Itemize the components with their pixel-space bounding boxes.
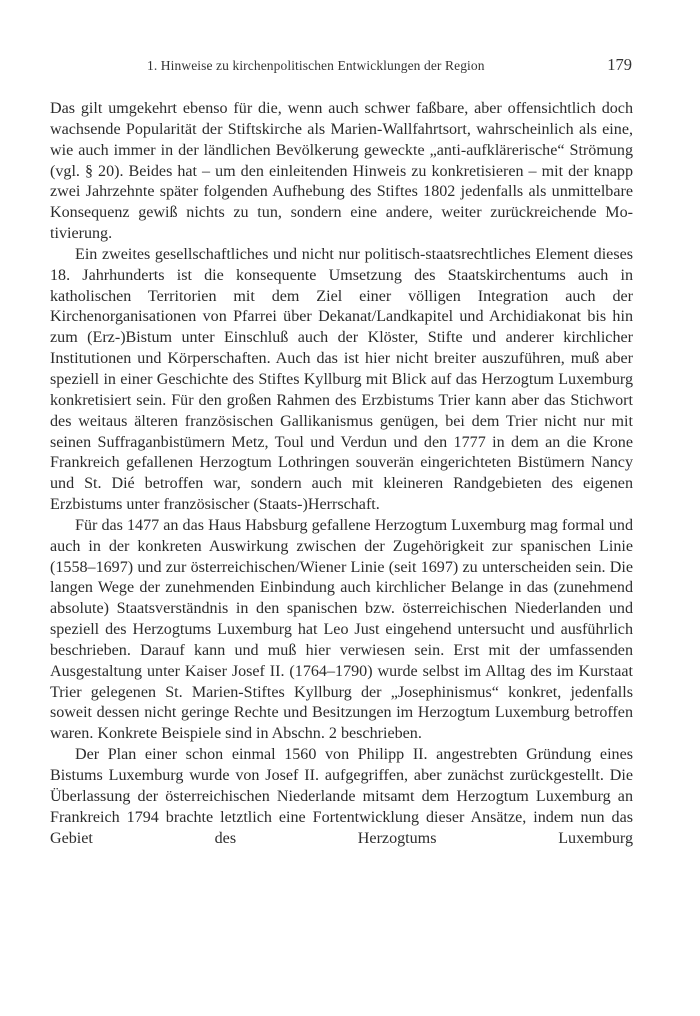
page-number: 179 — [607, 55, 632, 74]
running-title: 1. Hinweise zu kirchenpolitischen Entwicklungen der Region — [147, 58, 485, 73]
paragraph: Der Plan einer schon einmal 1560 von Philipp II. angestrebten Gründung eines Bistums Luxemburg wurde von Josef II. aufgegriffen, aber zunächst zurückgestellt. Die Überlassung der österreichischen Niederlande mitsamt dem Herzogtum Luxemburg an Frankreich 1794 brachte letztlich eine Fortentwicklung dieser Ansätze, indem nun das Gebiet des Herzogtums Luxemburg — [50, 746, 633, 847]
paragraph: Für das 1477 an das Haus Habsburg gefallene Herzogtum Luxemburg mag formal und auch in der konkreten Auswirkung zwischen der Zugehörigkeit zur spanischen Linie (1558–1697) und zur österreichischen/Wiener Linie (seit 1697) zu unterscheiden sein. Die langen Wege der zunehmenden Einbindung auch kirchlicher Belange in das (zunehmend absolute) Staatsverständnis in den spanischen bzw. österreichischen Niederlanden und speziell des Herzogtums Luxemburg hat Leo Just eingehend untersucht und ausführlich beschrieben. Darauf kann und muß hier verwiesen sein. Erst mit der umfassenden Ausgestaltung unter Kaiser Josef II. (1764–1790) wurde selbst im Alltag des im Kurstaat Trier gelegenen St. Marien-Stiftes Kyllburg der „Josephinismus“ konkret, jedenfalls soweit dessen nicht geringe Rechte und Besitzungen im Herzogtum Luxemburg betroffen waren. Konkrete Beispiele sind in Abschn. 2 beschrieben. — [50, 516, 633, 743]
body-text — [50, 99, 633, 849]
paragraph: Ein zweites gesellschaftliches und nicht nur politisch-staatsrechtliches Element dieses 18. Jahrhunderts ist die konsequente Umsetzung des Staatskirchentums auch in katholischen Territorien mit dem Ziel einer völligen Integration auch der Kirchenorganisationen von Pfarrei über Dekanat/Landkapitel und Archidiakonat bis hin zum (Erz-)Bistum unter Einschluß auch der Klöster, Stifte und anderer kirchlicher Institutionen und Körperschaften. Auch das ist hier nicht breiter auszuführen, muß aber speziell in einer Geschichte des Stiftes Kyllburg mit Blick auf das Herzogtum Luxemburg konkretisiert sein. Für den großen Rahmen des Erzbistums Trier kann aber das Stichwort des weitaus älteren französischen Gallikanismus genügen, bei dem Trier nicht nur mit seinen Suffraganbistümern Metz, Toul und Verdun und den 1777 in dem an die Krone Frankreich gefallenen Herzogtum Lothringen souverän eingerichteten Bistümern Nancy und St. Dié betroffen war, sondern auch mit kleineren Randgebieten des eigenen Erzbistums unter französischer (Staats-)Herrschaft. — [50, 245, 633, 514]
paragraph: Das gilt umgekehrt ebenso für die, wenn auch schwer faßbare, aber offensichtlich doch wachsende Popularität der Stiftskirche als Marien-Wallfahrtsort, wahrscheinlich als eine, wie auch immer in der ländlichen Bevölkerung geweckte „anti-aufklärerische“ Strömung (vgl. § 20). Beides hat – um den einleitenden Hinweis zu konkretisieren – mit der knapp zwei Jahrzehnte später folgenden Aufhebung des Stiftes 1802 jedenfalls als unmittelbare Konsequenz gewiß nichts zu tun, sondern eine andere, weiter zurückreichende Motivierung. — [50, 100, 633, 243]
running-header — [50, 55, 632, 78]
